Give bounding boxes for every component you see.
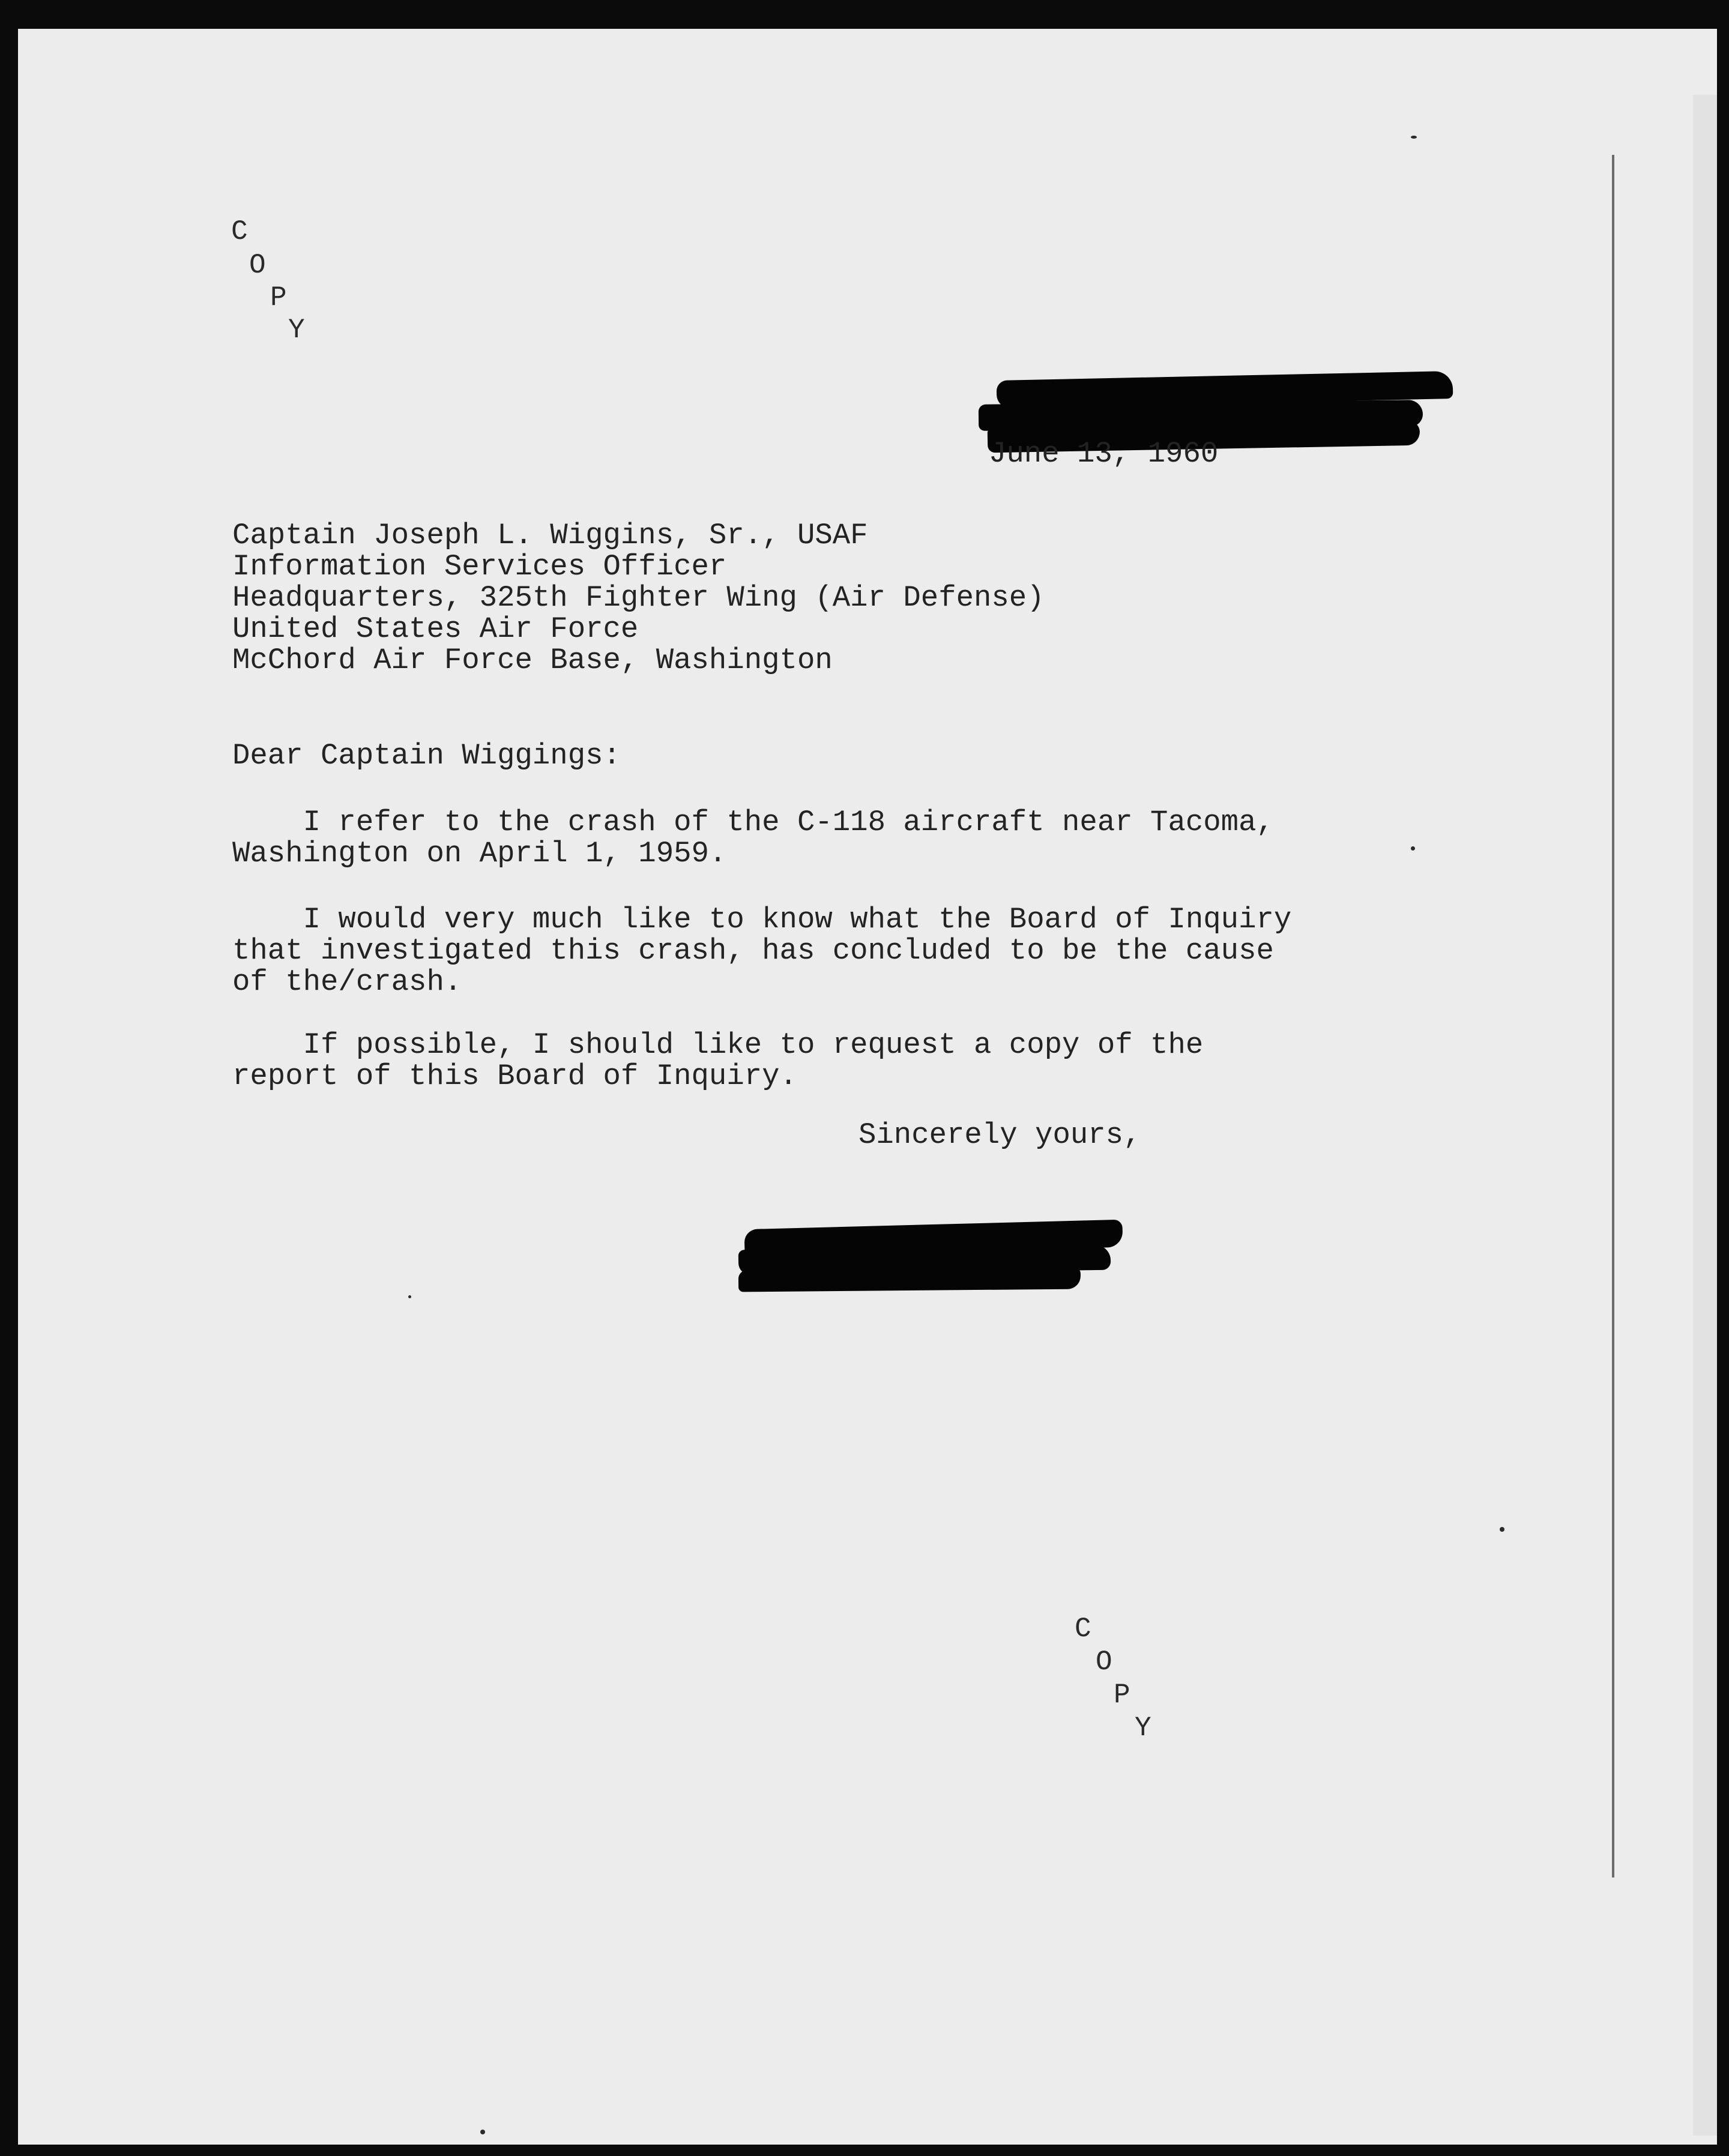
copy-stamp-letter: C bbox=[1075, 1613, 1091, 1645]
scan-speck bbox=[480, 2130, 485, 2134]
scan-speck bbox=[408, 1295, 411, 1298]
body-line: I would very much like to know what the Board of Inquiry bbox=[232, 903, 1292, 936]
page-edge-shadow bbox=[1693, 95, 1717, 2136]
body-line: report of this Board of Inquiry. bbox=[232, 1059, 797, 1093]
body-line: I refer to the crash of the C-118 aircraft near Tacoma, bbox=[232, 805, 1274, 839]
body-line: Washington on April 1, 1959. bbox=[232, 837, 727, 870]
letter-date: June 13, 1960 bbox=[989, 437, 1219, 471]
copy-stamp-letter: Y bbox=[1135, 1712, 1151, 1744]
body-line: of the/crash. bbox=[232, 965, 462, 999]
scan-speck bbox=[1411, 136, 1417, 139]
copy-stamp-letter: P bbox=[1114, 1679, 1130, 1711]
scan-speck bbox=[1411, 846, 1415, 851]
scan-speck bbox=[1500, 1527, 1504, 1532]
body-line: If possible, I should like to request a copy of the bbox=[232, 1028, 1204, 1062]
recipient-line: Information Services Officer bbox=[232, 550, 727, 583]
recipient-line: United States Air Force bbox=[232, 612, 639, 646]
copy-stamp-letter: O bbox=[249, 250, 266, 281]
page-fold-line bbox=[1612, 155, 1614, 1877]
closing: Sincerely yours, bbox=[858, 1118, 1141, 1152]
copy-stamp-letter: O bbox=[1096, 1646, 1112, 1678]
copy-stamp-letter: C bbox=[231, 216, 248, 247]
recipient-line: Captain Joseph L. Wiggins, Sr., USAF bbox=[232, 519, 868, 552]
salutation: Dear Captain Wiggings: bbox=[232, 739, 621, 772]
letter-page bbox=[18, 29, 1717, 2145]
copy-stamp-letter: Y bbox=[288, 315, 305, 346]
body-line: that investigated this crash, has concluded to be the cause bbox=[232, 934, 1274, 968]
recipient-line: Headquarters, 325th Fighter Wing (Air Defense) bbox=[232, 581, 1045, 615]
copy-stamp-letter: P bbox=[270, 282, 287, 313]
recipient-line: McChord Air Force Base, Washington bbox=[232, 643, 833, 677]
